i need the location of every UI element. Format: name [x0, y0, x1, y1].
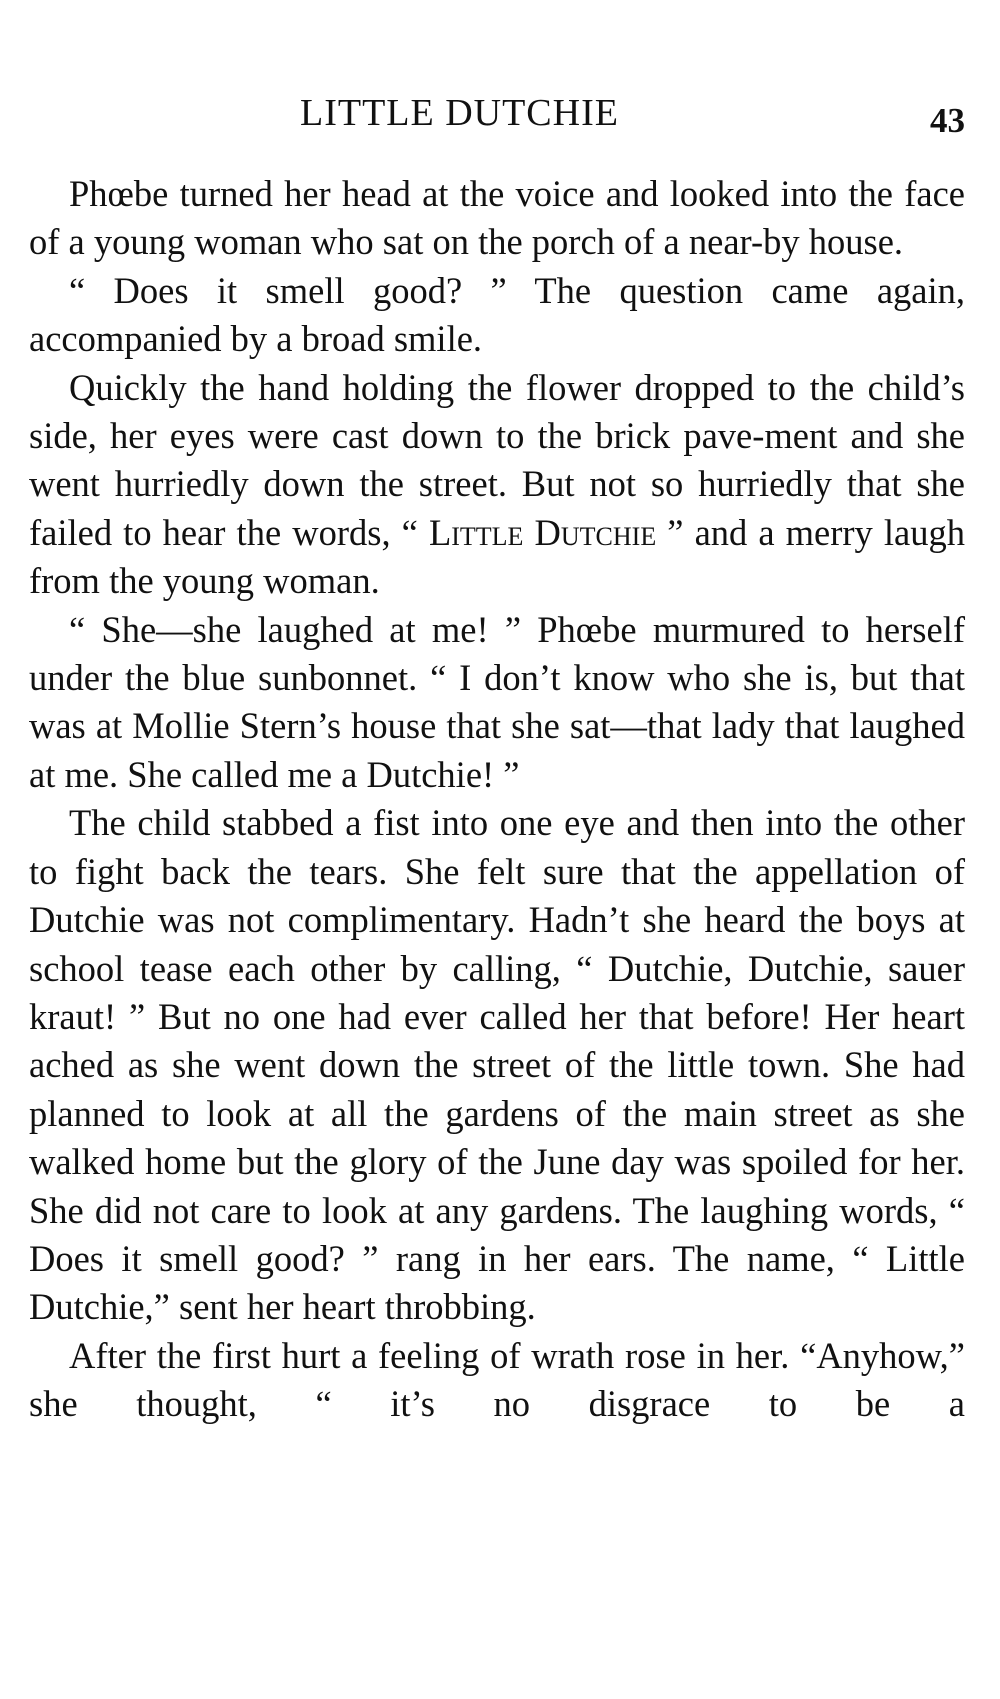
paragraph-3 [29, 364, 965, 606]
paragraph-5: The child stabbed a fist into one eye and then into the other to fight back the tears. She felt sure that the appellation of Dutchie was not complimentary. Hadn’t she heard the boys at school tease each other by calling, “ Dutchie, Dutchie, sauer kraut! ” But no one had ever called her that before! Her heart ached as she went down the street of the little town. She had planned to look at all the gardens of the main street as she walked home but the glory of the June day was spoiled for her. She did not care to look at any gardens. The laughing words, “ Does it smell good? ” rang in her ears. The name, “ Little Dutchie,” sent her heart throbbing. [29, 802, 965, 1328]
paragraph-2: “ Does it smell good? ” The question came again, accompanied by a broad smile. [29, 269, 965, 360]
paragraph-3-text-before: Quickly the hand holding the flower dropped to the child’s side, her eyes were cast down to the brick pave-ment and she went hurriedly down the street. But not so hurriedly that she failed to hear the words, “ [29, 366, 965, 553]
paragraph-4: “ She—she laughed at me! ” Phœbe murmured to herself under the blue sunbonnet. “ I don’t know who she is, but that was at Mollie Stern’s house that she sat—that lady that laughed at me. She called me a Dutchie! ” [29, 608, 965, 795]
paragraph-3-smallcaps-name: Little Dutchie [428, 511, 657, 553]
paragraph-3-text-after: ” and a merry laugh from the young woman. [29, 511, 965, 602]
page-number: 43 [930, 101, 965, 140]
paragraph-1: Phœbe turned her head at the voice and looked into the face of a young woman who sat on the porch of a near-by house. [29, 173, 965, 263]
paragraph-6: After the first hurt a feeling of wrath rose in her. “Anyhow,” she thought, “ it’s no disgrace to be a [29, 1334, 965, 1425]
text-body [29, 170, 965, 1429]
running-head [0, 88, 1000, 148]
running-title: LITTLE DUTCHIE [300, 92, 619, 134]
